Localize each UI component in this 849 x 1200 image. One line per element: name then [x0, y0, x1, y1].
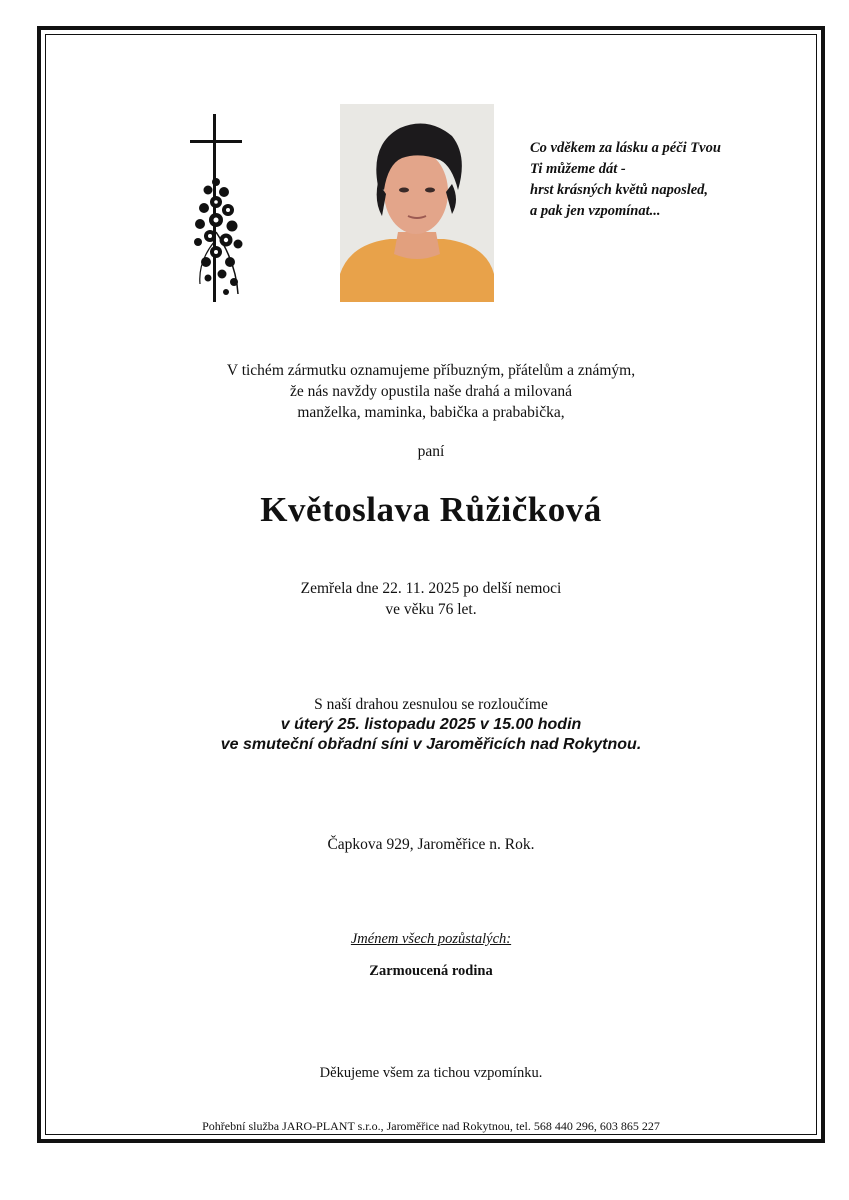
- ceremony-details: [45, 715, 817, 755]
- death-info: [45, 578, 817, 620]
- title-prefix: paní: [417, 443, 445, 460]
- poem-line: a pak jen vzpomínat...: [530, 203, 661, 219]
- portrait-photo: [340, 104, 494, 302]
- funeral-service-footer: Pohřební služba JARO-PLANT s.r.o., Jaroměřice nad Rokytnou, tel. 568 440 296, 603 865 227: [202, 1119, 660, 1133]
- on-behalf-label: Jménem všech pozůstalých:: [350, 931, 512, 947]
- poem-line: Ti můžeme dát -: [530, 161, 626, 177]
- intro-line: že nás navždy opustila naše drahá a milovaná: [290, 383, 572, 400]
- address: Čapkova 929, Jaroměřice n. Rok.: [327, 836, 535, 853]
- ceremony-when: v úterý 25. listopadu 2025 v 15.00 hodin: [280, 716, 582, 733]
- ceremony-lead: S naší drahou zesnulou se rozloučíme: [314, 696, 548, 713]
- deceased-name: Květoslava Růžičková: [260, 490, 602, 529]
- intro-line: V tichém zármutku oznamujeme příbuzným, přátelům a známým,: [226, 362, 636, 379]
- family-signature: Zarmoucená rodina: [369, 963, 493, 979]
- death-line: ve věku 76 let.: [385, 601, 477, 618]
- ceremony-where: ve smuteční obřadní síni v Jaroměřicích nad Rokytnou.: [220, 736, 642, 753]
- announcement-intro: [45, 360, 817, 423]
- poem-line: hrst krásných květů naposled,: [530, 182, 709, 198]
- cross-with-flowers-icon: [186, 112, 266, 304]
- poem-line: Co vděkem za lásku a péči Tvou: [530, 140, 721, 156]
- thanks-text: Děkujeme všem za tichou vzpomínku.: [319, 1065, 543, 1081]
- poem: [530, 138, 800, 222]
- intro-line: manželka, maminka, babička a prababička,: [297, 404, 565, 421]
- death-line: Zemřela dne 22. 11. 2025 po delší nemoci: [300, 580, 562, 597]
